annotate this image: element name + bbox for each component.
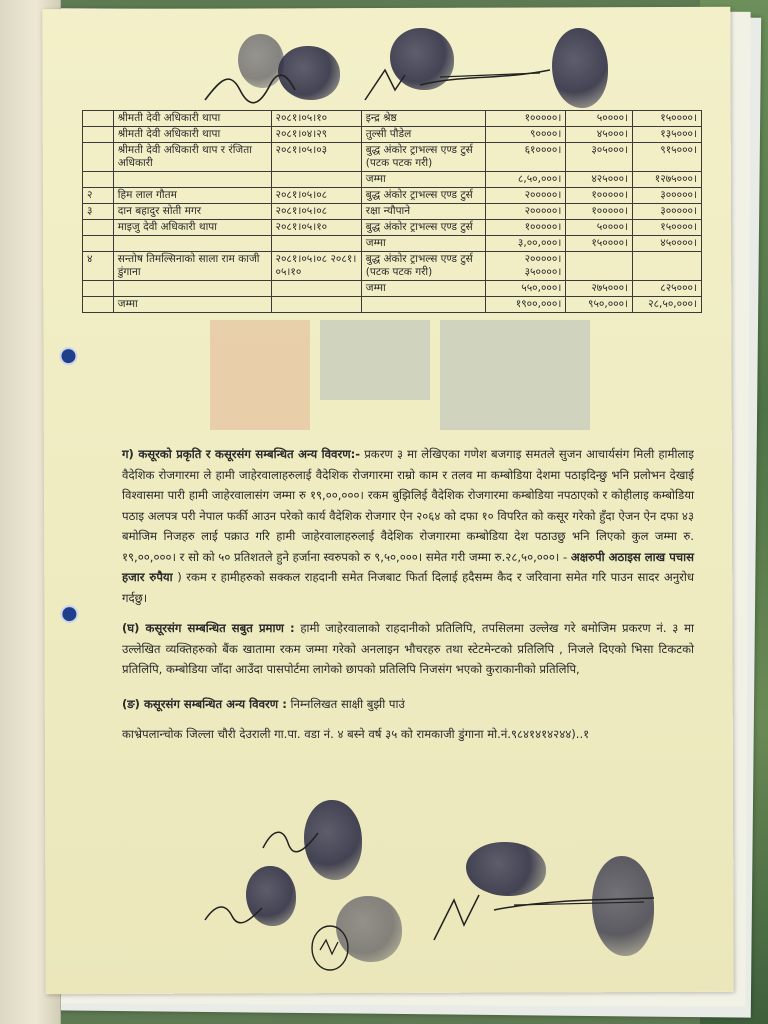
table-cell-date: २०८१।०५।०८ [271,188,361,204]
table-cell-b: ५००००। [566,111,633,127]
table-cell-a: ५५०,०००। [485,281,566,297]
table-cell-date: २०८१।०४।२९ [271,127,361,143]
section-gh-heading: (घ) कसूरसंग सम्बन्धित सबुत प्रमाण : [122,621,295,635]
table-cell-b: २७५०००। [566,281,633,297]
table-row [83,220,702,236]
table-cell-c: ३०००००। [633,204,702,220]
table-cell-date [271,172,361,188]
table-row [83,143,702,172]
table-cell-name: दान बहादुर सोती मगर [113,204,271,220]
section-g [122,444,694,608]
table-cell-c: २८,५०,०००। [633,297,702,313]
table-cell-recipient: बुद्ध अंकोर ट्राभल्स एण्ड टुर्स [361,220,485,236]
table-cell-b: ४२५०००। [566,172,633,188]
table-cell-b: ९५०,०००। [566,297,633,313]
section-d-text: निम्नलिखत साक्षी बुझी पाउं [286,696,405,711]
table-cell-date: २०८१।०५।१० [271,220,361,236]
table-cell-b [566,252,633,281]
table-cell-recipient: जम्मा [361,281,485,297]
table-cell-date [271,297,361,313]
table-cell-a: १०००००। [485,220,566,236]
table-cell-name: माइजु देवी अधिकारी थापा [113,220,271,236]
section-g-text: प्रकरण ३ मा लेखिएका गणेश बजगाइ समतले सुजन आचार्यसंग मिली हामीलाइ वैदेशिक रोजगारमा ले हामी जाहेरवालाहरुलाई वैदेशिक रोजगारमा राम्रो काम र तलव मा कम्बोडिया देशमा पठाइदिन्छु भनि प्रलोभन देखाई विश्वासमा पारी हामी जाहेरवालासंग जम्मा रु १९,००,०००। रकम बुझिलिई वैदेशिक रोजगारमा कम्बोडिया नपठाएको र कोहीलाइ कम्बोडिया पठाइ अलपत्र परी नेपाल फर्की आउन परेको कार्य वैदेशिक रोजगार ऐन २०६४ को दफा १० विपरित को कसूर गरेको हुँदा ऐजन ऐन दफा ४३ बमोजिम निजहरु लाई पक्राउ गरि हामी जाहेरवालाहरुलाई वैदेशिक रोजगारमा कम्बोडिया देश पठाउछु भनि लिएको कुल जम्मा रु. १९,००,०००। र सो को ५० प्रतिशतले हुने हर्जाना स्वरुपको रु ९,५०,०००। समेत गरी जम्मा रु.२८,५०,०००। - [122,447,694,564]
table-cell-b: १०००००। [566,204,633,220]
section-g-amount-words: अक्षरुपी अठाइस लाख पचास हजार रुपैया [122,549,695,584]
news-watermark-logo [210,300,610,450]
table-cell-b: ४५०००। [566,127,633,143]
table-cell-no: ४ [83,252,114,281]
fingerprint-top-4 [552,28,608,108]
table-cell-b: ३०५०००। [566,143,633,172]
table-cell-no: ३ [83,204,114,220]
table-cell-no [83,236,114,252]
table-cell-name: श्रीमती देवी अधिकारी थापा [113,111,271,127]
table-cell-name: हिम लाल गौतम [113,188,271,204]
table-cell-name: सन्तोष तिमल्सिनाको साला राम काजी डुंगाना [113,252,271,281]
signature-bottom-4 [424,870,664,950]
signature-top-2 [360,55,560,105]
table-cell-a: २०००००। [485,188,566,204]
table-cell-no [83,143,114,172]
table-cell-c: १३५०००। [633,127,702,143]
table-cell-c: १५००००। [633,111,702,127]
table-cell-name: श्रीमती देवी अधिकारी थाप र रंजिता अधिकारी [113,143,271,172]
table-cell-no [83,172,114,188]
section-d-heading: (ङ) कसूरसंग सम्बन्धित अन्य विवरण : [122,696,287,711]
table-row [83,188,702,204]
table-row [83,127,702,143]
table-cell-no [83,111,114,127]
table-cell-a: ६१००००। [485,143,566,172]
table-cell-recipient: जम्मा [361,236,485,252]
table-cell-b: १५००००। [566,236,633,252]
table-cell-date: २०८१।०५।१० [271,111,361,127]
amount-table [82,110,702,313]
table-cell-c: १५००००। [633,220,702,236]
table-cell-a: २०००००। ३५००००। [485,252,566,281]
table-cell-c: १२७५०००। [633,172,702,188]
table-row [83,281,702,297]
table-cell-date [271,236,361,252]
table-cell-recipient: रक्षा न्यौपाने [361,204,485,220]
witness-line: काभ्रेपलान्चोक जिल्ला चौरी देउराली गा.पा. वडा नं. ४ बस्ने वर्ष ३५ को रामकाजी डुंगाना मो.नं.९८४१४१४२४४)..१ [122,727,590,741]
punch-hole-upper [59,347,77,365]
table-cell-no [83,127,114,143]
table-cell-b: १०००००। [566,188,633,204]
table-cell-name [113,172,271,188]
punch-hole-lower [60,605,78,623]
table-cell-no [83,281,114,297]
table-cell-recipient: इन्द्र श्रेष्ठ [361,111,485,127]
table-cell-no: २ [83,188,114,204]
table-cell-b: ५००००। [566,220,633,236]
table-cell-date: २०८१।०५।०८ २०८१।०५।१० [271,252,361,281]
table-cell-a: ८,५०,०००। [485,172,566,188]
table-cell-date: २०८१।०५।०३ [271,143,361,172]
section-g-heading: ग) कसूरको प्रकृति र कसूरसंग सम्बन्धित अन्य विवरण:- [122,447,361,461]
table-cell-recipient [361,297,485,313]
table-row [83,204,702,220]
table-cell-c: ४५००००। [633,236,702,252]
section-d [122,694,694,715]
section-g-text-end: ) रकम र हामीहरुको सक्कल राहदानी समेत निजबाट फिर्ता दिलाई हदैसम्म कैद र जरिवाना समेत गरि पाउन सादर अनुरोध गर्दछु। [122,570,694,605]
table-cell-c: ८२५०००। [633,281,702,297]
table-row [83,172,702,188]
table-row [83,236,702,252]
signature-bottom-1 [258,818,328,858]
table-cell-name [113,281,271,297]
table-row [83,111,702,127]
table-cell-recipient: तुल्सी पौडेल [361,127,485,143]
table-cell-a: १०००००। [485,111,566,127]
complaint-body [122,444,694,755]
table-cell-recipient: जम्मा [361,172,485,188]
table-cell-name: जम्मा [113,297,271,313]
table-cell-recipient: बुद्ध अंकोर ट्राभल्स एण्ड टुर्स [361,188,485,204]
table-cell-recipient: बुद्ध अंकोर ट्राभल्स एण्ड टुर्स (पटक पटक गरी) [361,143,485,172]
section-gh [122,618,694,680]
table-cell-c [633,252,702,281]
table-cell-a: ९००००। [485,127,566,143]
table-cell-c: ९१५०००। [633,143,702,172]
signature-bottom-3 [306,920,356,976]
table-row [83,252,702,281]
table-cell-no [83,220,114,236]
section-gh-text: हामी जाहेरवालाको राहदानीको प्रतिलिपि, तपसिलमा उल्लेख गरे बमोजिम प्रकरण नं. ३ मा उल्लेखित व्यक्तिहरुको बैंक खातामा रकम जम्मा गरेको अनलाइन भौचरहरु तथा स्टेटमेन्टको प्रतिलिपि , निजले दिएको भिसा टिकटको प्रतिलिपि, कम्बोडिया जाँदा आउँदा पासपोर्टमा लागेको छापको प्रतिलिपि निजसंग भएको कुराकानीको प्रतिलिपि, [122,621,695,676]
table-cell-a: १९००,०००। [485,297,566,313]
table-cell-name [113,236,271,252]
table-cell-recipient: बुद्ध अंकोर ट्राभल्स एण्ड टुर्स (पटक पटक गरी) [361,252,485,281]
table-cell-name: श्रीमती देवी अधिकारी थापा [113,127,271,143]
signature-bottom-2 [200,890,270,930]
table-cell-date: २०८१।०५।०८ [271,204,361,220]
table-row [83,297,702,313]
table-cell-no [83,297,114,313]
table-cell-a: २०००००। [485,204,566,220]
table-cell-date [271,281,361,297]
table-cell-a: ३,००,०००। [485,236,566,252]
table-cell-c: ३०००००। [633,188,702,204]
signature-top-1 [200,60,300,110]
